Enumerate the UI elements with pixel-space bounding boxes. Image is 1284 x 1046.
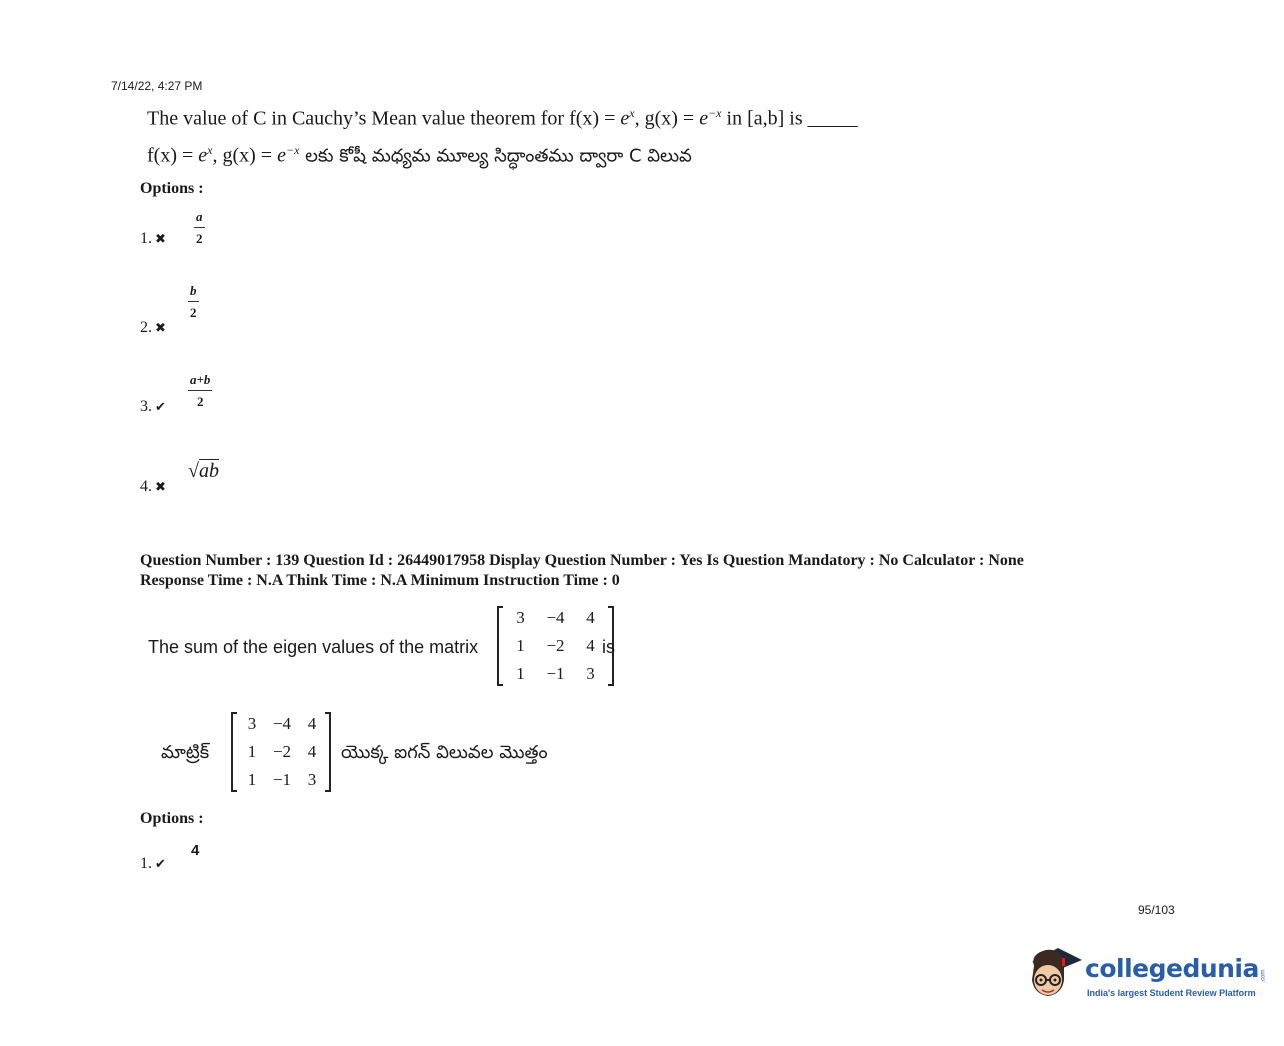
q2-telugu-suffix: యొక్క ఐగన్ విలువల మొత్తం (341, 742, 548, 763)
q2-meta-line-1: Question Number : 139 Question Id : 26449017958 Display Question Number : Yes Is Question Mandatory : No Calculator : None (140, 552, 1024, 569)
logo-wordmark: collegedunia (1085, 954, 1259, 983)
q2-option-1-value: 4 (191, 842, 200, 859)
wrong-icon: ✖ (155, 479, 166, 494)
q2-english-suffix: is (602, 637, 615, 657)
q2-english-prefix: The sum of the eigen values of the matrix (148, 637, 479, 657)
q1-option-2-fraction: $\frac{b}{2}$ (190, 283, 197, 320)
q2-matrix: 3 −4 4 1 −2 4 1 −1 3 (497, 606, 614, 686)
print-timestamp: 7/14/22, 4:27 PM (111, 79, 203, 93)
q1-option-4[interactable]: 4. ✖ (140, 478, 166, 495)
wrong-icon: ✖ (155, 231, 166, 246)
q2-option-1[interactable]: 1. ✔ (140, 855, 166, 872)
logo-tagline: India's largest Student Review Platform (1087, 988, 1256, 998)
q1-english-text: The value of C in Cauchy’s Mean value theorem for $f(x) = e^x$, $g(x) = e^{-x}$ in [a,b] is _____ (147, 106, 858, 130)
q1-option-1[interactable]: 1. ✖ (140, 230, 166, 247)
page-number: 95/103 (1138, 903, 1175, 917)
collegedunia-logo: collegedunia .com (1085, 954, 1267, 983)
q1-option-2[interactable]: 2. ✖ (140, 319, 166, 336)
q2-options-label: Options : (140, 810, 204, 827)
q1-options-label: Options : (140, 180, 204, 197)
q1-telugu-text: $f(x) = e^x$, $g(x) = e^{-x}$ లకు కోషీ మధ్యమ మూల్య సిద్ధాంతము ద్వారా C విలువ (147, 143, 692, 167)
q1-option-4-sqrt: √ab (188, 460, 219, 482)
q1-option-3[interactable]: 3. ✔ (140, 398, 166, 415)
q1-option-1-fraction: $\frac{a}{2}$ (196, 209, 203, 246)
wrong-icon: ✖ (155, 320, 166, 335)
check-icon: ✔ (155, 399, 166, 414)
q2-meta-line-2: Response Time : N.A Think Time : N.A Minimum Instruction Time : 0 (140, 572, 620, 589)
q1-option-3-fraction: $\frac{a+b}{2}$ (190, 372, 211, 409)
q2-telugu-matrix: 3 −4 4 1 −2 4 1 −1 3 (231, 712, 331, 792)
q2-telugu-prefix: మాట్రిక్ (161, 742, 210, 763)
q1-english-prefix: The value of C in Cauchy’s Mean value theorem for f(x) = (147, 107, 621, 130)
check-icon: ✔ (155, 856, 166, 871)
collegedunia-mascot-icon (1024, 940, 1084, 1004)
